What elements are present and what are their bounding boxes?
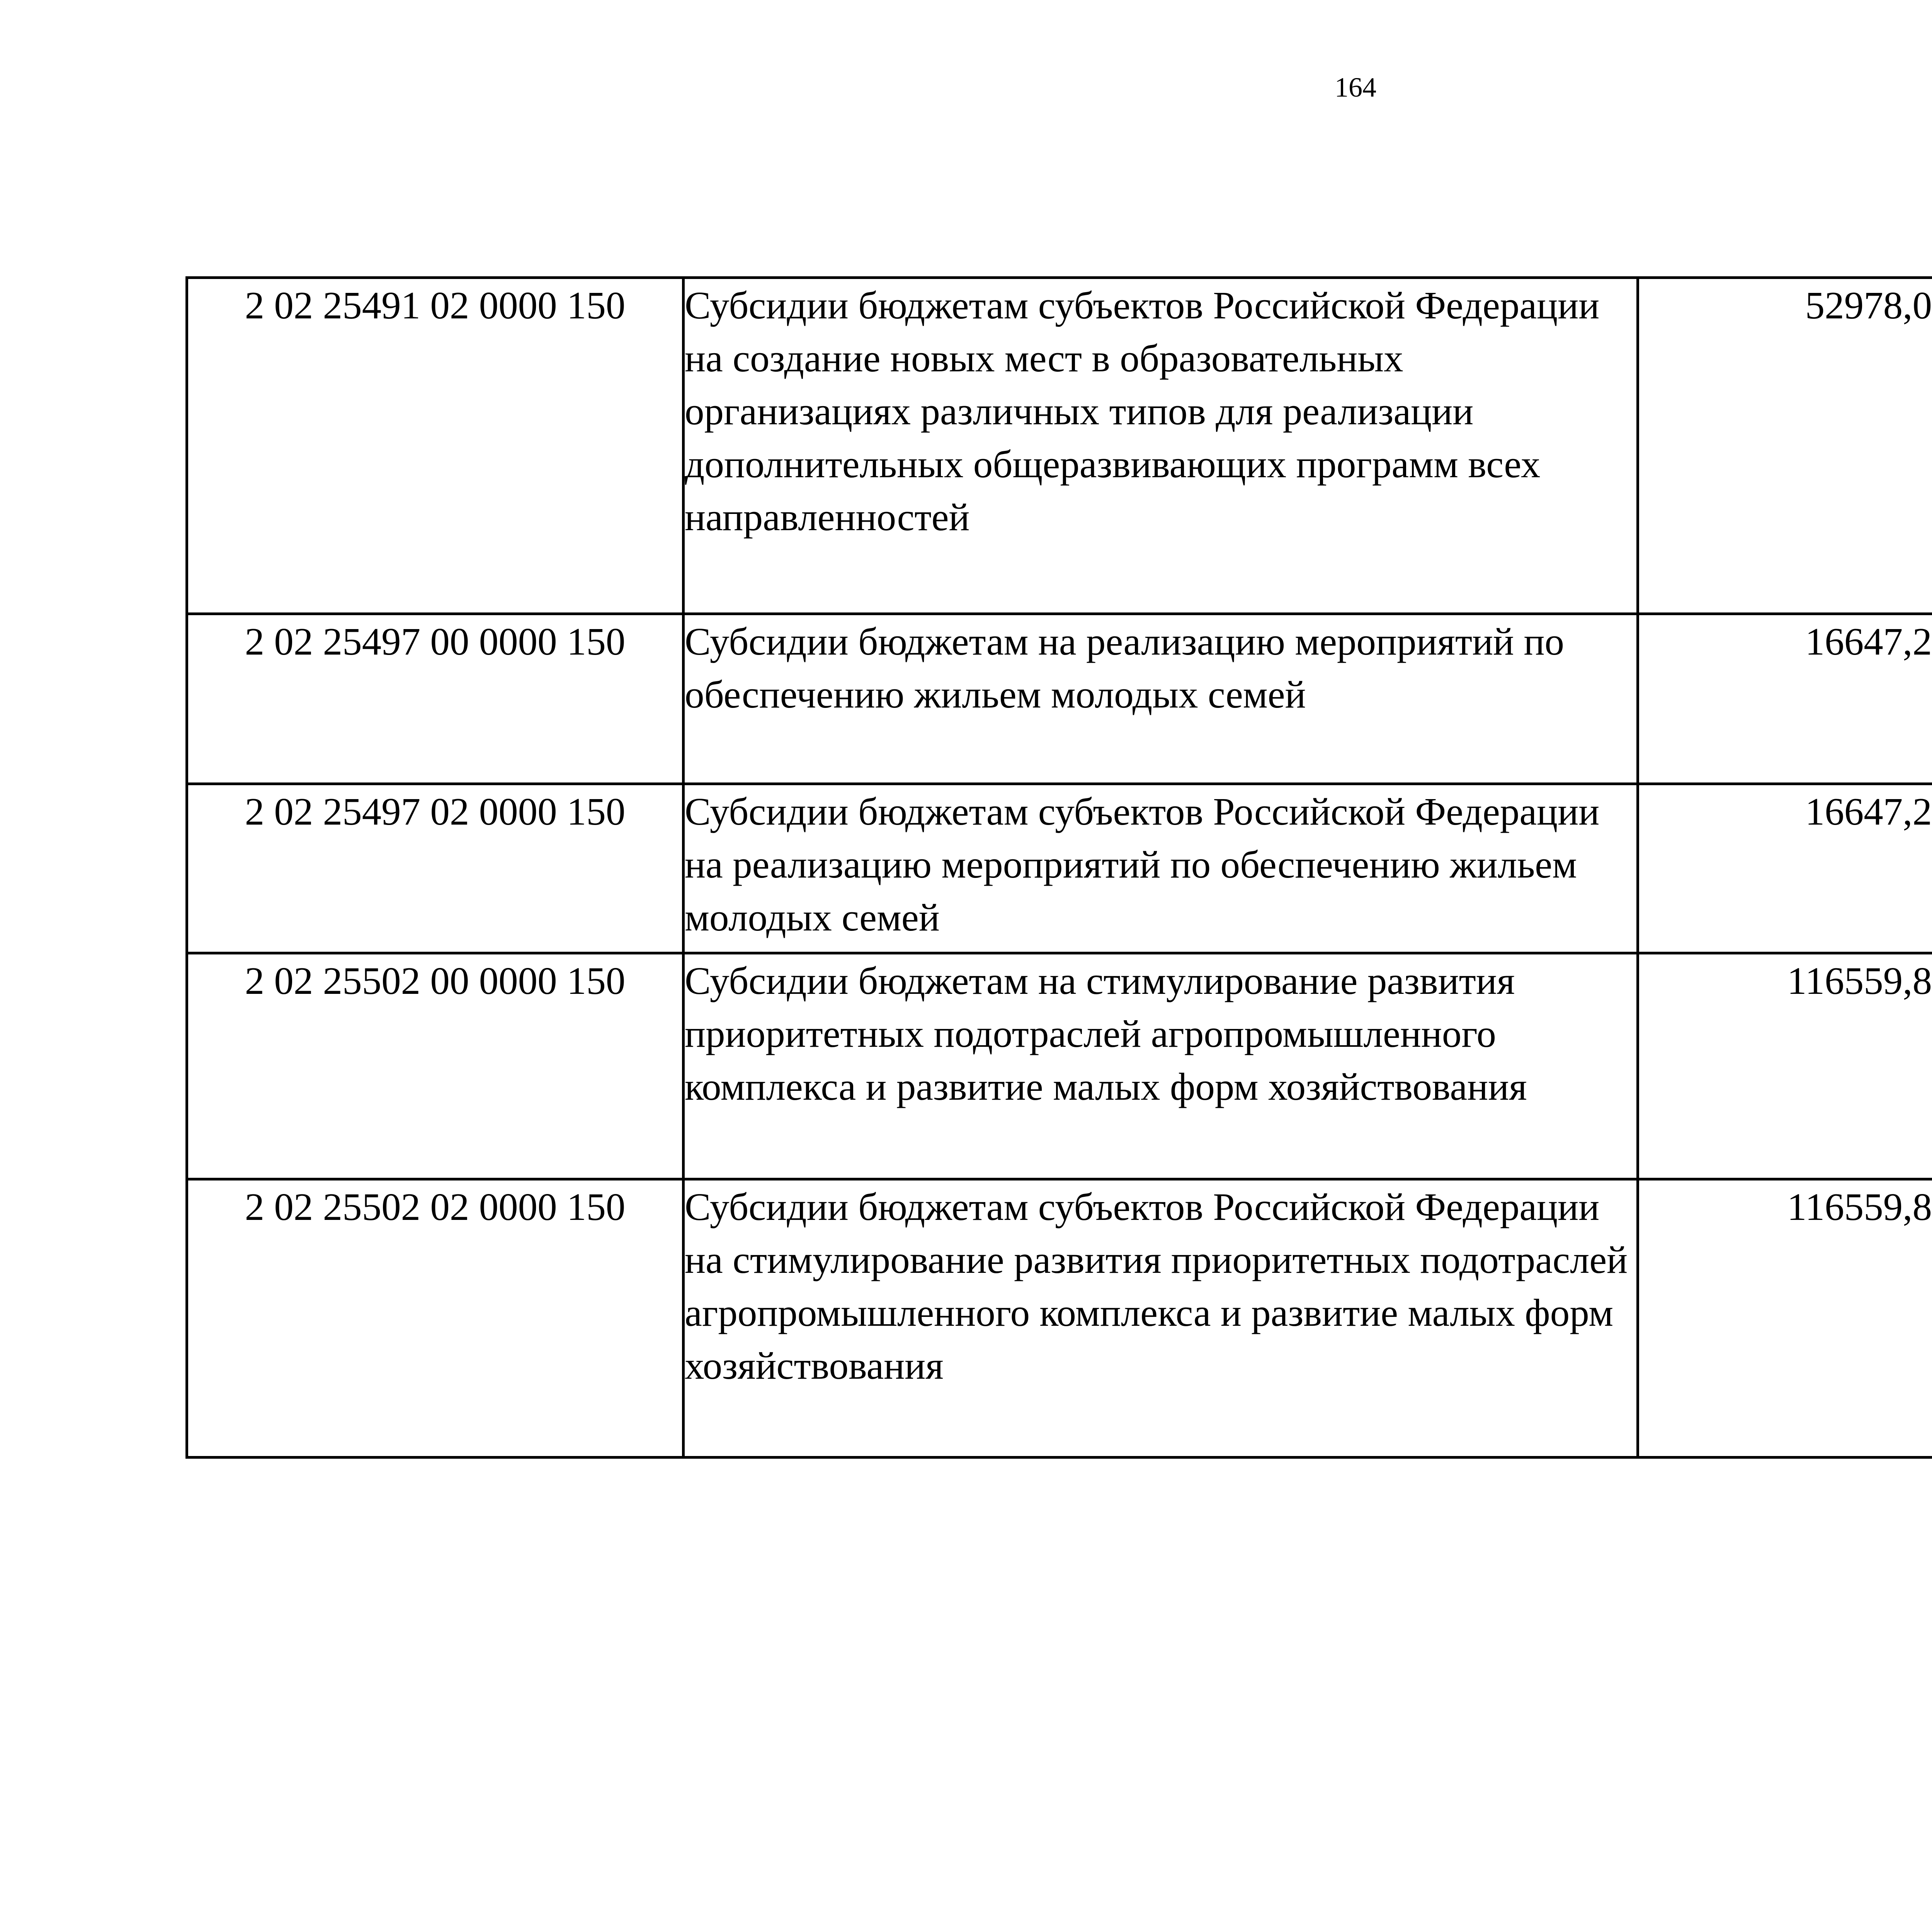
budget-code-cell: 2 02 25497 02 0000 150	[187, 784, 684, 953]
description-cell: Субсидии бюджетам субъектов Российской Федерации на создание новых мест в образовательных организациях различных типов для реализации дополнительных общеразвивающих программ всех направленностей	[684, 278, 1638, 614]
value-cell-1: 16647,2	[1638, 784, 1932, 953]
description-cell: Субсидии бюджетам субъектов Российской Федерации на стимулирование развития приоритетных подотраслей агропромышленного комплекса и развитие малых форм хозяйствования	[684, 1179, 1638, 1458]
table-row	[187, 1179, 1932, 1458]
table-row	[187, 784, 1932, 953]
table-row	[187, 953, 1932, 1179]
budget-code-cell: 2 02 25497 00 0000 150	[187, 614, 684, 784]
budget-code-cell: 2 02 25502 00 0000 150	[187, 953, 684, 1179]
table-row	[187, 614, 1932, 784]
budget-code-cell: 2 02 25491 02 0000 150	[187, 278, 684, 614]
value-cell-1: 116559,8	[1638, 953, 1932, 1179]
description-cell: Субсидии бюджетам субъектов Российской Федерации на реализацию мероприятий по обеспечению жильем молодых семей	[684, 784, 1638, 953]
value-cell-1: 52978,0	[1638, 278, 1932, 614]
value-cell-1: 16647,2	[1638, 614, 1932, 784]
page-number: 164	[1335, 72, 1376, 103]
description-cell: Субсидии бюджетам на стимулирование развития приоритетных подотраслей агропромышленного комплекса и развитие малых форм хозяйствования	[684, 953, 1638, 1179]
description-cell: Субсидии бюджетам на реализацию мероприятий по обеспечению жильем молодых семей	[684, 614, 1638, 784]
budget-table	[185, 276, 1932, 1459]
table-row	[187, 278, 1932, 614]
value-cell-1: 116559,8	[1638, 1179, 1932, 1458]
budget-code-cell: 2 02 25502 02 0000 150	[187, 1179, 684, 1458]
